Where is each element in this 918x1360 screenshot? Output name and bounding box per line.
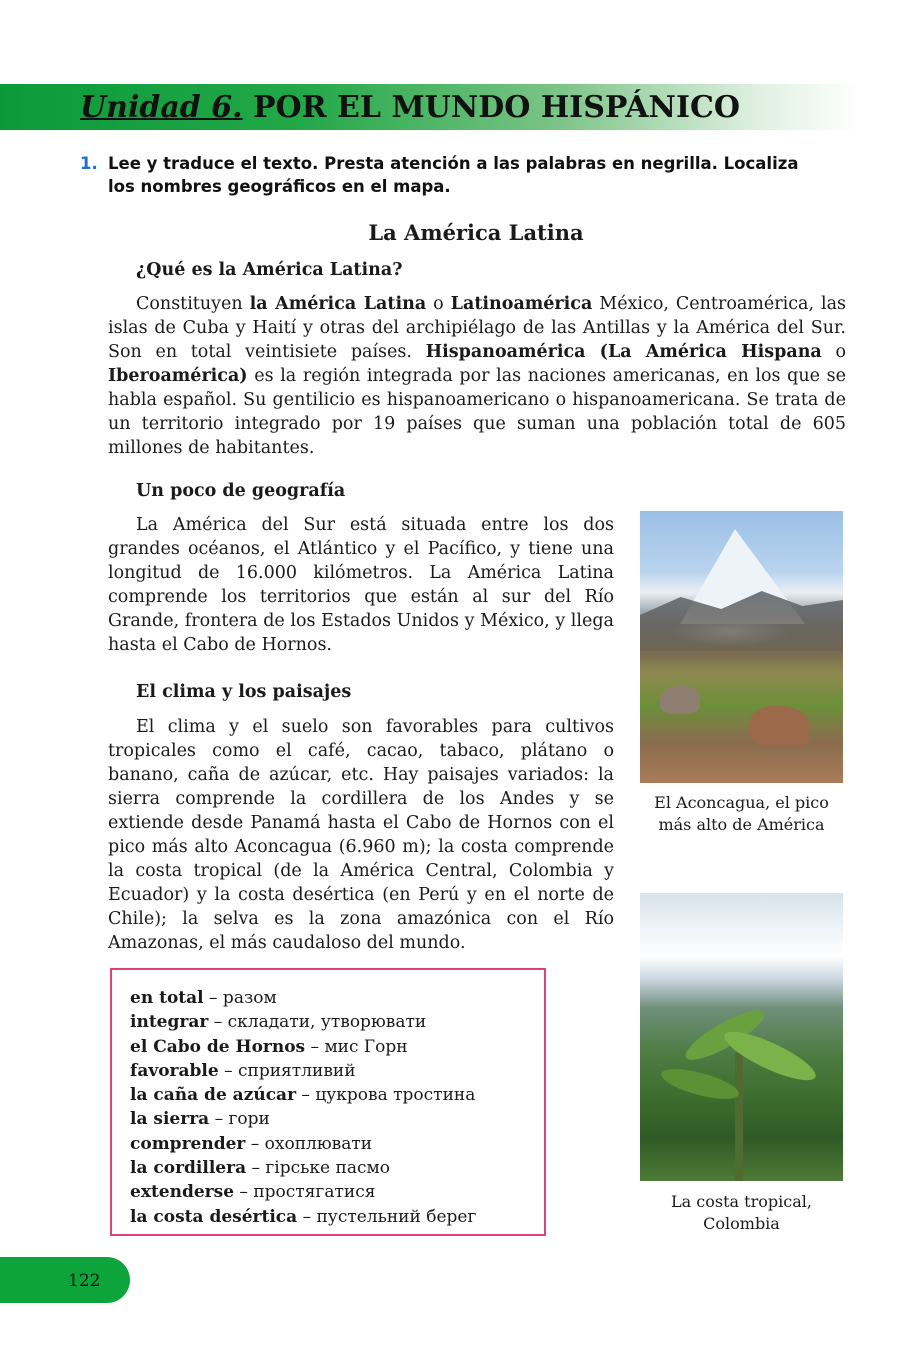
unit-title (80, 88, 740, 128)
caption-line: más alto de América (658, 815, 825, 834)
vocab-translation: – разом (203, 988, 277, 1008)
bold-term: Latinoamérica (450, 294, 593, 314)
vocab-term: favorable (130, 1060, 219, 1081)
vocab-row (130, 1107, 544, 1131)
vocab-translation: – мис Горн (305, 1036, 408, 1057)
banana-trunk-shape (735, 1053, 743, 1181)
caption-line: El Aconcagua, el pico (654, 793, 829, 812)
reading-title: La América Latina (368, 220, 584, 245)
section-heading-que-es: ¿Qué es la América Latina? (136, 260, 403, 280)
vocab-term: la sierra (130, 1109, 210, 1130)
section-heading-clima: El clima y los paisajes (136, 682, 352, 702)
exercise-instruction (80, 152, 860, 198)
page-number: 122 (68, 1271, 101, 1291)
unit-label: Unidad 6. (80, 90, 243, 125)
vocab-term: el Cabo de Hornos (130, 1036, 306, 1057)
text-span: Constituyen (136, 294, 250, 314)
text-span: es la región integrada por las naciones americanas, en los que se habla español. Su gentilicio es hispanoamericano o hispanoamericana. Se trata de un territorio integrado por 19 países que suman una población total de 605 millones de habitantes. (108, 366, 846, 458)
vocab-term: extenderse (130, 1182, 235, 1203)
aconcagua-caption (630, 792, 853, 836)
vocab-translation: – складати, утворювати (208, 1012, 427, 1033)
paragraph-clima: El clima y el suelo son favorables para cultivos tropicales como el café, cacao, tabaco, plátano o banano, caña de azúcar, etc. Hay paisajes variados: la sierra comprende la cordillera de los Andes y se extiende desde Panamá hasta el Cabo de Hornos con el pico más alto Aconcagua (6.960 m); la costa comprende la costa tropical (de la América Central, Colombia y Ecuador) y la costa desértica (en Perú y en el norte de Chile); la selva es la zona amazónica con el Río Amazonas, el más caudaloso del mundo. (108, 717, 614, 953)
bold-term: la América Latina (249, 294, 427, 314)
costa-caption (630, 1191, 853, 1235)
rock-shape (660, 686, 700, 714)
aconcagua-photo (640, 511, 843, 783)
vocab-translation: – цукрова тростина (296, 1085, 476, 1106)
vocab-row (130, 986, 544, 1010)
vocab-row (130, 1010, 544, 1034)
paragraph-geografia: La América del Sur está situada entre los dos grandes océanos, el Atlántico y el Pacífico, y tiene una longitud de 16.000 kilómetros. La América Latina comprende los territorios que están al sur del Río Grande, frontera de los Estados Unidos y México, y llega hasta el Cabo de Hornos. (108, 515, 614, 655)
vocab-translation: – гірське пасмо (246, 1158, 390, 1179)
exercise-number: 1. (80, 154, 98, 173)
vocab-row (130, 1132, 544, 1156)
exercise-line-2: los nombres geográficos en el mapa. (108, 177, 451, 196)
bold-term: Hispanoamérica (La América Hispana (425, 342, 822, 362)
rock-shape (750, 706, 810, 746)
vocab-translation: – простягатися (234, 1182, 376, 1203)
section-heading-geografia: Un poco de geografía (136, 481, 346, 501)
vocab-term: la caña de azúcar (130, 1085, 297, 1106)
vocab-row (130, 1156, 544, 1180)
mountain-ridge-shape (640, 591, 843, 651)
exercise-line-1: Lee y traduce el texto. Presta atención a las palabras en negrilla. Localiza (108, 154, 799, 173)
vocab-row (130, 1205, 544, 1229)
page-number-tab (0, 1257, 130, 1303)
banana-leaf-shape (659, 1063, 742, 1105)
text-span: o (426, 294, 451, 314)
vocab-row (130, 1180, 544, 1204)
vocabulary-box (110, 968, 546, 1236)
vocab-row (130, 1083, 544, 1107)
vocab-term: la costa desértica (130, 1206, 298, 1227)
vocab-row (130, 1059, 544, 1083)
vocab-translation: – гори (209, 1109, 270, 1130)
bold-term: Iberoamérica) (108, 366, 248, 386)
vocab-translation: – пустельний берег (297, 1206, 477, 1227)
text-span: México, Centroamérica, las islas de Cuba y Haití y otras del archipiélago de las Antillas y la América del Sur. Son en total veintisiete países. (108, 294, 846, 362)
caption-line: La costa tropical, (671, 1192, 812, 1211)
vocab-term: comprender (130, 1133, 246, 1154)
costa-tropical-photo (640, 893, 843, 1181)
vocab-term: la cordillera (130, 1158, 247, 1179)
vocab-term: en total (130, 988, 204, 1008)
vocab-translation: – охоплювати (245, 1133, 373, 1154)
unit-heading: POR EL MUNDO HISPÁNICO (252, 90, 741, 125)
vocab-term: integrar (130, 1012, 209, 1033)
text-span: o (821, 342, 846, 362)
paragraph-que-es (108, 292, 846, 460)
vocab-translation: – сприятливий (218, 1060, 356, 1081)
vocab-row (130, 1035, 544, 1059)
caption-line: Colombia (703, 1214, 780, 1233)
